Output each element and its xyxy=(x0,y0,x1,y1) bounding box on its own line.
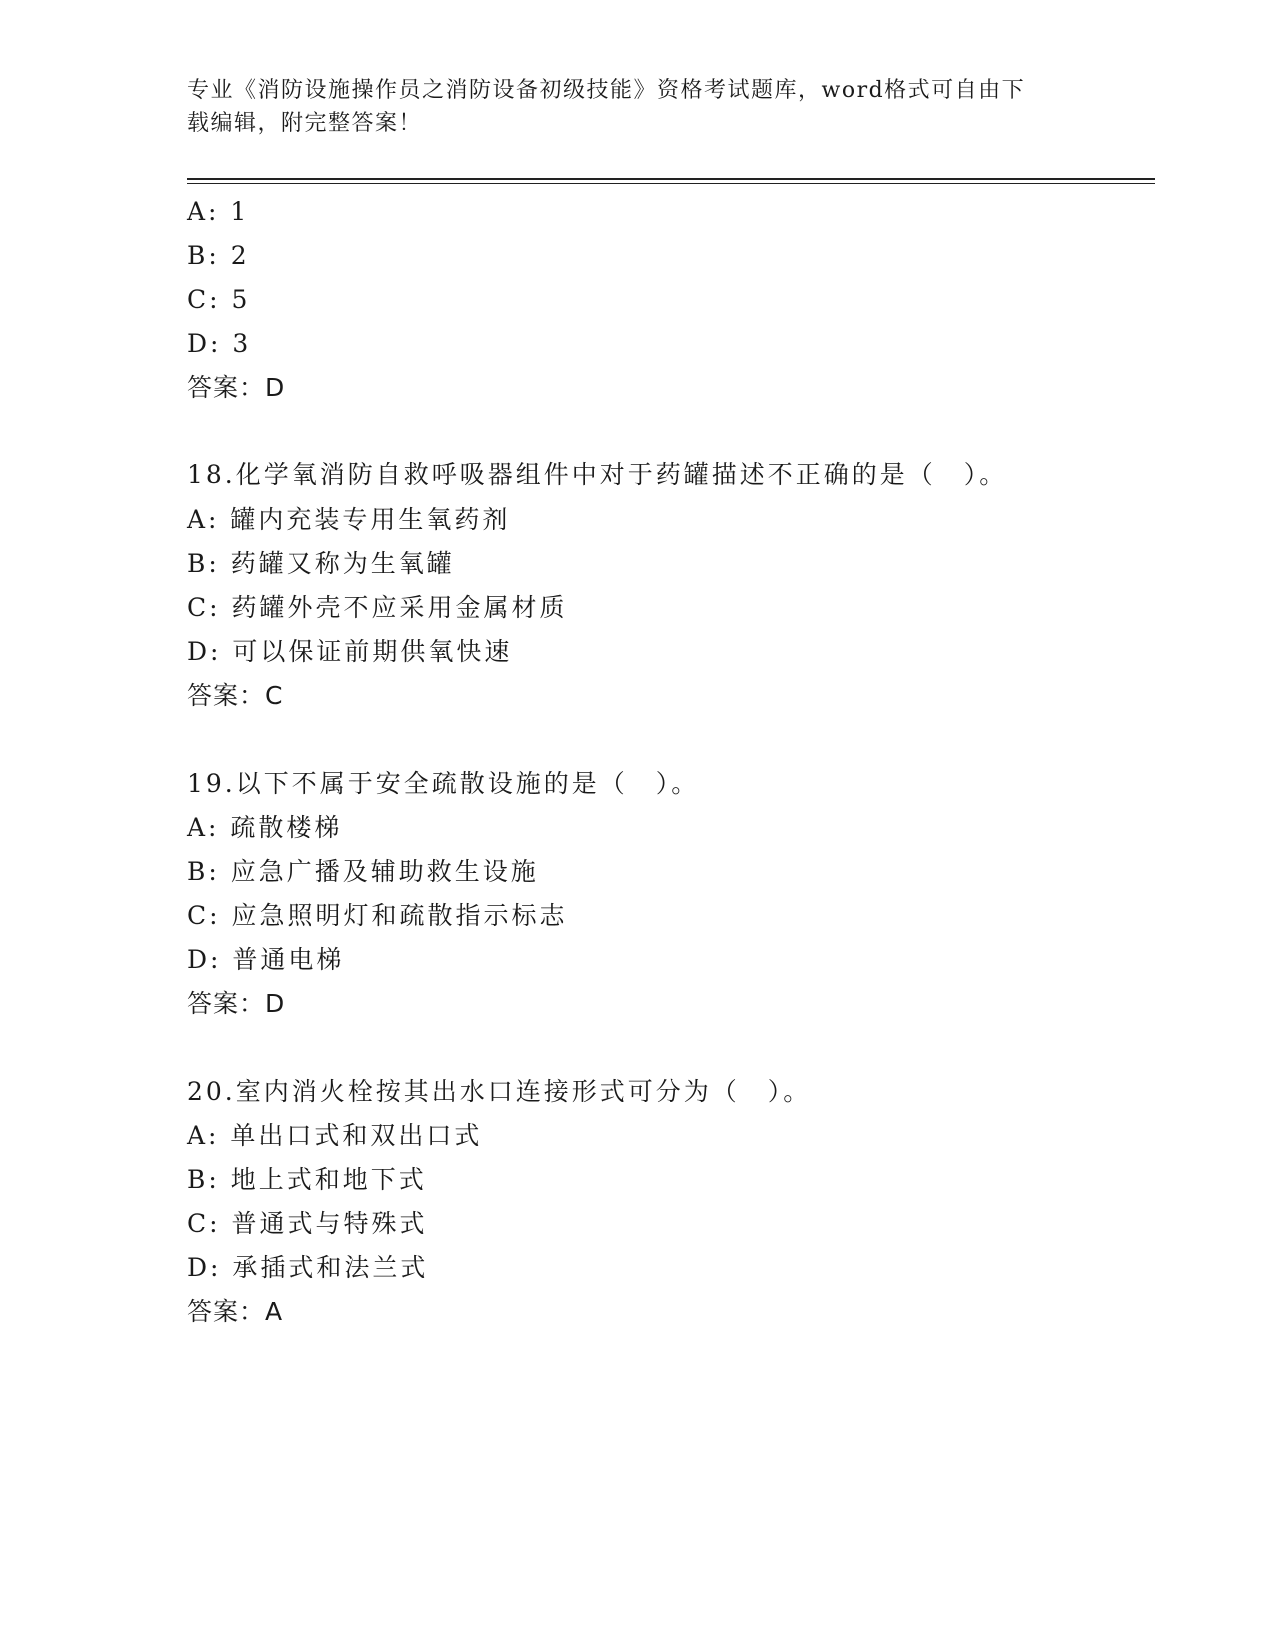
q20-option-a: A: 单出口式和双出口式 xyxy=(187,1121,483,1150)
q19-option-c: C: 应急照明灯和疏散指示标志 xyxy=(187,901,568,930)
header-line-1: 专业《消防设施操作员之消防设备初级技能》资格考试题库，word格式可自由下 xyxy=(187,78,1026,103)
q20-option-d: D: 承插式和法兰式 xyxy=(187,1253,429,1282)
q17-answer: 答案：D xyxy=(187,373,286,402)
q17-option-c: C: 5 xyxy=(187,285,251,314)
q20-option-b: B: 地上式和地下式 xyxy=(187,1165,427,1194)
q20-answer: 答案：A xyxy=(187,1297,284,1326)
q19-option-d: D: 普通电梯 xyxy=(187,945,345,974)
header-divider-thick xyxy=(187,178,1155,180)
q19-option-b: B: 应急广播及辅助救生设施 xyxy=(187,857,539,886)
q20-option-c: C: 普通式与特殊式 xyxy=(187,1209,428,1238)
q18-option-d: D: 可以保证前期供氧快速 xyxy=(187,637,513,666)
q18-answer: 答案：C xyxy=(187,681,284,710)
q17-option-b: B: 2 xyxy=(187,241,250,270)
header-divider-thin xyxy=(187,183,1155,184)
q19-question: 19.以下不属于安全疏散设施的是（ ）。 xyxy=(187,769,700,798)
q19-option-a: A: 疏散楼梯 xyxy=(187,813,343,842)
q17-option-d: D: 3 xyxy=(187,329,252,358)
q20-question: 20.室内消火栓按其出水口连接形式可分为（ ）。 xyxy=(187,1077,812,1106)
q17-option-a: A: 1 xyxy=(187,197,250,226)
header-line-2: 载编辑，附完整答案！ xyxy=(187,111,423,136)
q18-option-c: C: 药罐外壳不应采用金属材质 xyxy=(187,593,568,622)
q18-question: 18.化学氧消防自救呼吸器组件中对于药罐描述不正确的是（ ）。 xyxy=(187,460,1008,489)
q18-option-b: B: 药罐又称为生氧罐 xyxy=(187,549,455,578)
q19-answer: 答案：D xyxy=(187,989,286,1018)
document-header xyxy=(187,74,1067,140)
q18-option-a: A: 罐内充装专用生氧药剂 xyxy=(187,505,511,534)
